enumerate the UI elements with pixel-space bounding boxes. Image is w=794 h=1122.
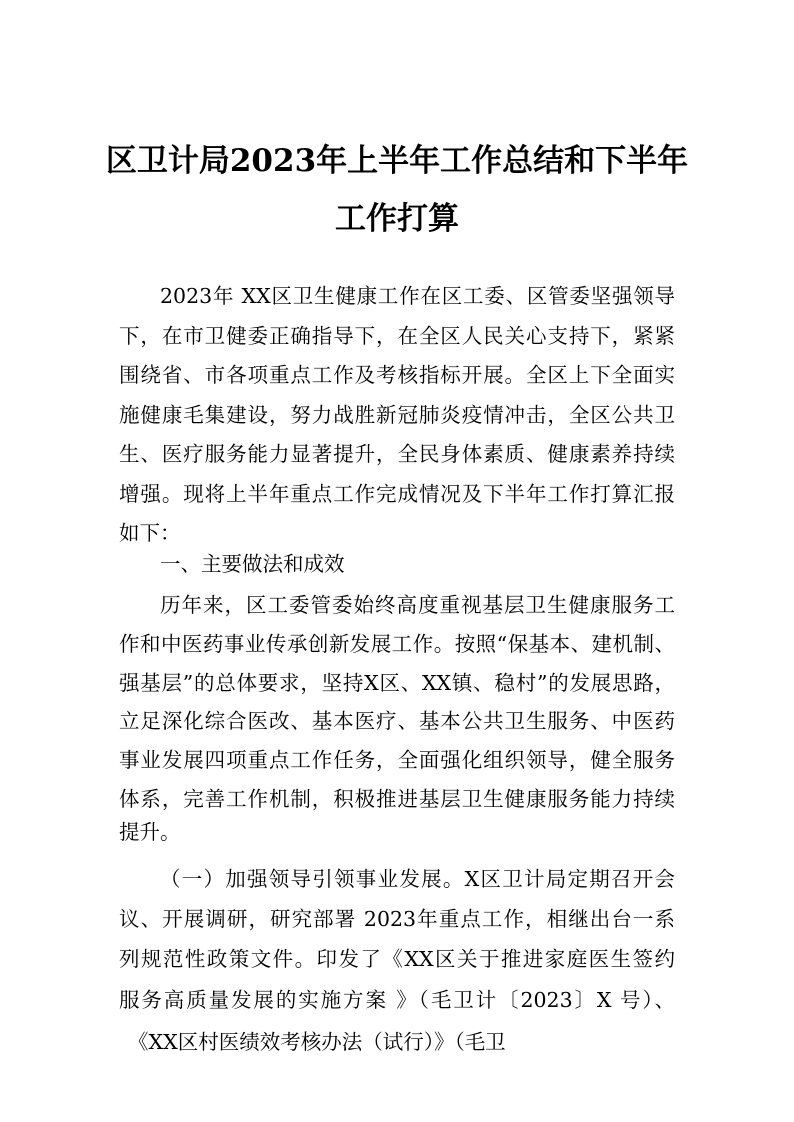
paragraph-line: 下，在市卫健委正确指导下，在全区人民关心支持下，紧紧 [119, 324, 675, 348]
paragraph-line: 立足深化综合医改、基本医疗、基本公共卫生服务、中医药 [119, 709, 675, 733]
paragraph-line: 列规范性政策文件。印发了《XX区关于推进家庭医生签约 [119, 947, 675, 971]
paragraph-line: 如下： [119, 521, 181, 545]
paragraph-line: （一）加强领导引领事业发展。X区卫计局定期召开会 [160, 867, 675, 891]
paragraph-line: 议、开展调研，研究部署 2023年重点工作，相继出台一系 [119, 907, 675, 931]
paragraph-line: 2023年 XX区卫生健康工作在区工委、区管委坚强领导 [160, 284, 675, 308]
paragraph-line: 施健康毛集建设，努力战胜新冠肺炎疫情冲击，全区公共卫 [119, 403, 675, 427]
paragraph-line: 服务高质量发展的实施方案 》（毛卫计〔2023〕X 号）、 [119, 988, 675, 1012]
paragraph-line: 作和中医药事业传承创新发展工作。按照“保基本、建机制、 [119, 632, 675, 656]
section-heading: 一、主要做法和成效 [160, 552, 345, 576]
paragraph-line: 事业发展四项重点工作任务，全面强化组织领导，健全服务 [119, 748, 675, 772]
document-title-line-2: 工作打算 [335, 201, 459, 237]
document-title-line-1: 区卫计局2023年上半年工作总结和下半年 [105, 143, 689, 179]
paragraph-line: 提升。 [119, 820, 181, 844]
paragraph-line: 围绕省、市各项重点工作及考核指标开展。全区上下全面实 [119, 363, 675, 387]
paragraph-line: 体系，完善工作机制，积极推进基层卫生健康服务能力持续 [119, 787, 675, 811]
paragraph-line: 《XX区村医绩效考核办法（试行）》（毛卫 [128, 1030, 506, 1054]
paragraph-line: 强基层”的总体要求，坚持X区、XX镇、稳村”的发展思路， [119, 671, 675, 695]
paragraph-line: 增强。现将上半年重点工作完成情况及下半年工作打算汇报 [119, 482, 675, 506]
paragraph-line: 生、医疗服务能力显著提升，全民身体素质、健康素养持续 [119, 442, 675, 466]
paragraph-line: 历年来，区工委管委始终高度重视基层卫生健康服务工 [160, 593, 675, 617]
